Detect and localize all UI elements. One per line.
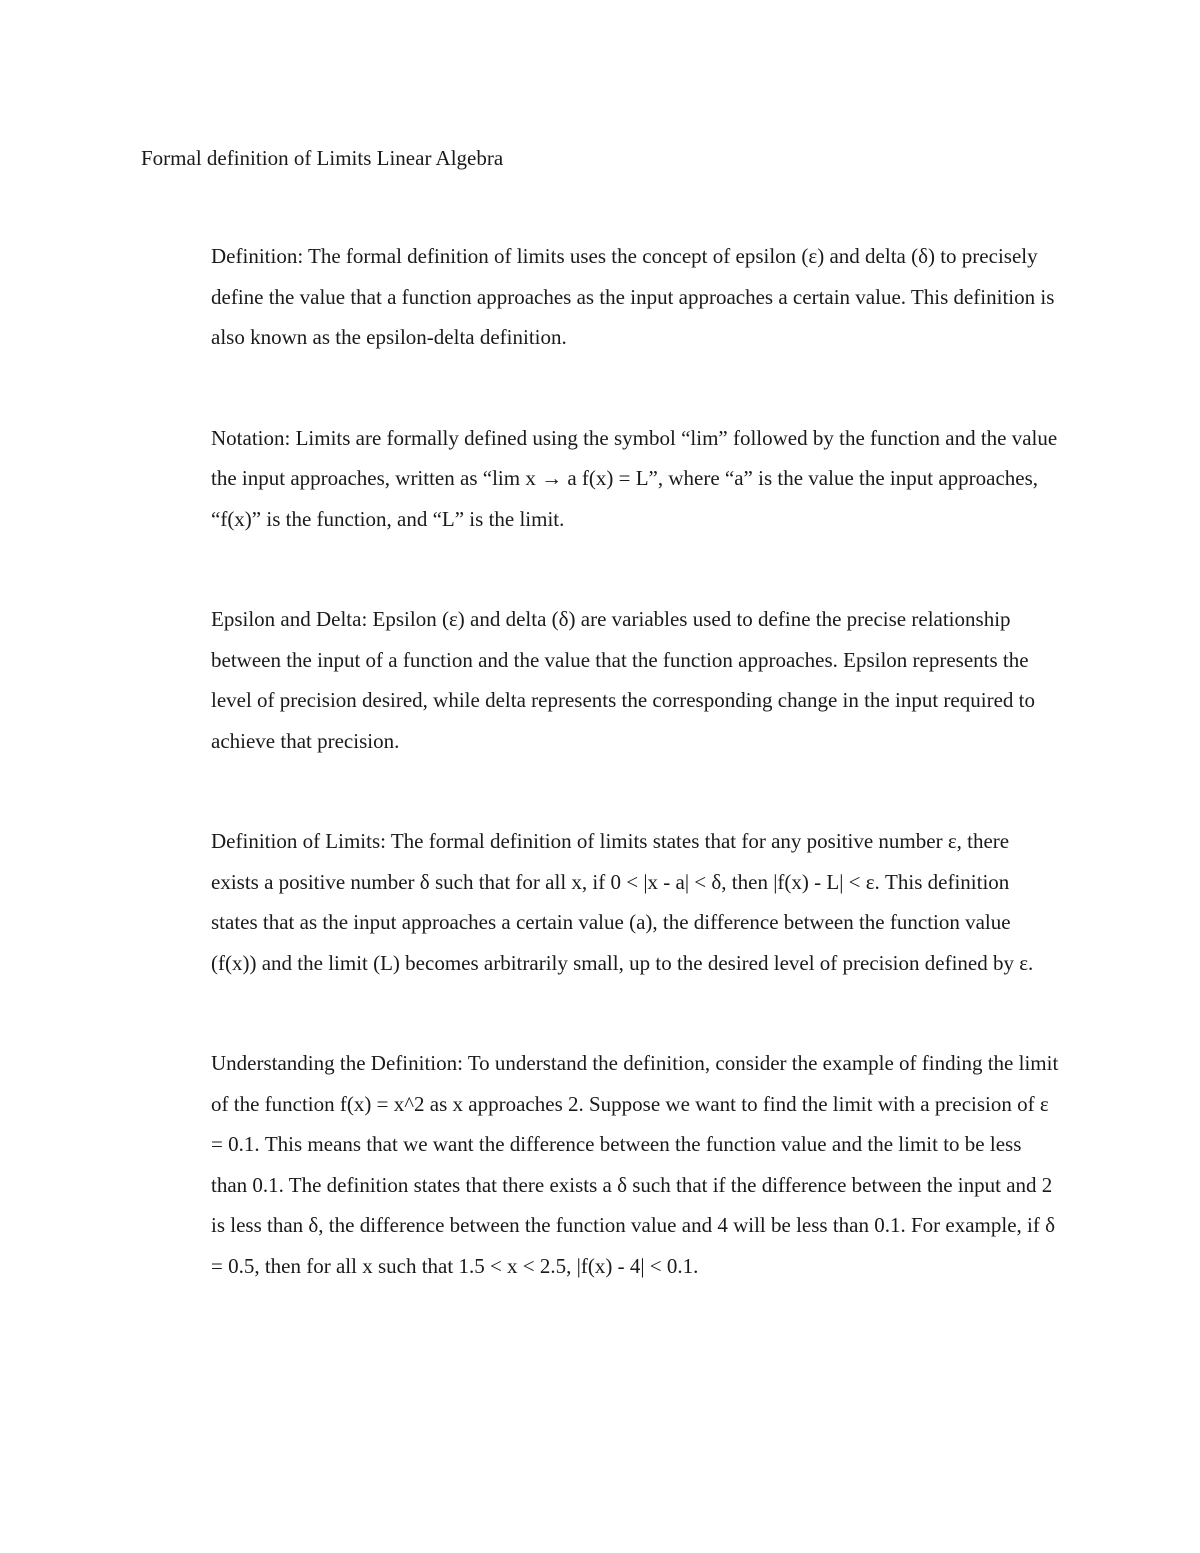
paragraph-understanding-definition: Understanding the Definition: To understand the definition, consider the example of finding the limit of the function f(x) = x^2 as x approaches 2. Suppose we want to find the limit with a precision of ε = 0.1. This means that we want the difference between the function value and the limit to be less than 0.1. The definition states that there exists a δ such that if the difference between the input and 2 is less than δ, the difference between the function value and 4 will be less than 0.1. For example, if δ = 0.5, then for all x such that 1.5 < x < 2.5, |f(x) - 4| < 0.1.	[211, 1051, 1059, 1278]
paragraph-definition-of-limits: Definition of Limits: The formal definition of limits states that for any positive number ε, there exists a positive number δ such that for all x, if 0 < |x - a| < δ, then |f(x) - L| < ε. This definition states that as the input approaches a certain value (a), the difference between the function value (f(x)) and the limit (L) becomes arbitrarily small, up to the desired level of precision defined by ε.	[211, 829, 1034, 975]
paragraph-definition: Definition: The formal definition of limits uses the concept of epsilon (ε) and delta (δ) to precisely define the value that a function approaches as the input approaches a certain value. This definition is also known as the epsilon-delta definition.	[211, 244, 1055, 349]
paragraph-epsilon-delta: Epsilon and Delta: Epsilon (ε) and delta (δ) are variables used to define the precise relationship between the input of a function and the value that the function approaches. Epsilon represents the level of precision desired, while delta represents the corresponding change in the input required to achieve that precision.	[211, 607, 1035, 753]
document-title: Formal definition of Limits Linear Algebra	[141, 146, 504, 170]
document-body	[211, 236, 1061, 1286]
paragraph-notation: Notation: Limits are formally defined using the symbol “lim” followed by the function and the value the input approaches, written as “lim x → a f(x) = L”, where “a” is the value the input approaches, “f(x)” is the function, and “L” is the limit.	[211, 425, 1058, 531]
